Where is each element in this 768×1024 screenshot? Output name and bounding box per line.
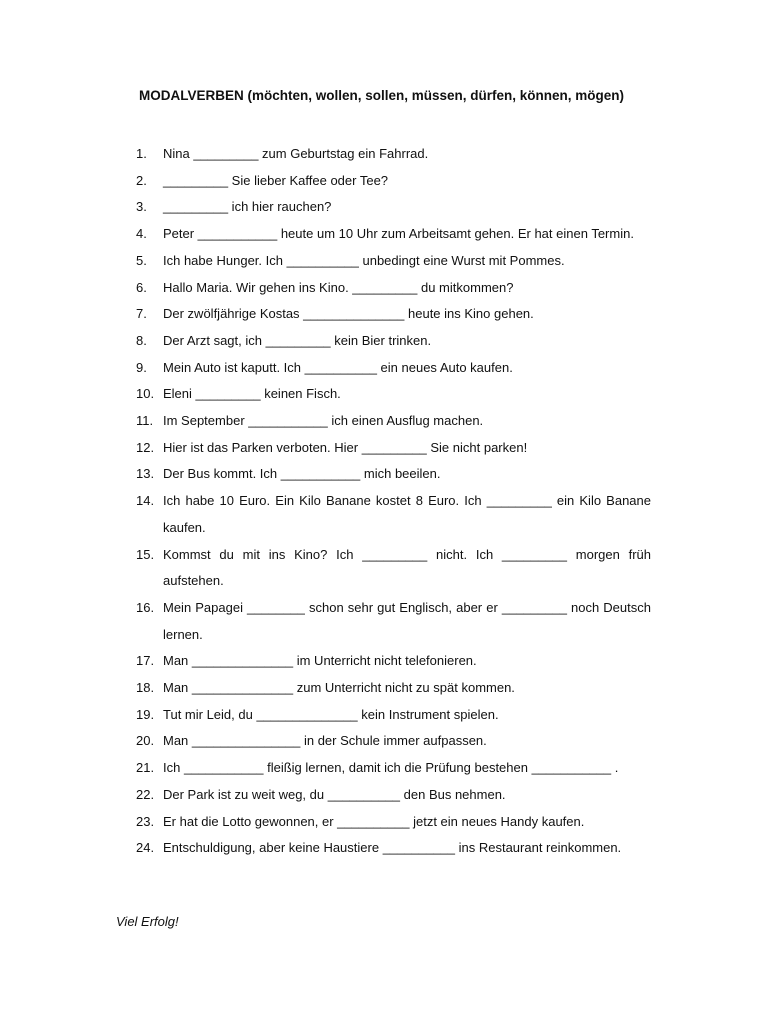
exercise-list <box>136 141 651 862</box>
exercise-item <box>136 301 651 328</box>
item-text: _________ Sie lieber Kaffee oder Tee? <box>163 172 389 188</box>
item-number: 6. <box>136 279 147 295</box>
item-number: 21. <box>136 760 155 776</box>
exercise-item <box>136 141 651 168</box>
item-number: 16. <box>136 599 155 615</box>
item-text: Ich ___________ fleißig lernen, damit ich die Prüfung bestehen ___________ . <box>163 760 619 776</box>
exercise-item <box>136 542 651 595</box>
item-number: 24. <box>136 840 155 856</box>
item-text: Im September ___________ ich einen Ausflug machen. <box>163 413 484 429</box>
item-number: 2. <box>136 172 147 188</box>
item-number: 20. <box>136 733 155 749</box>
exercise-item <box>136 835 651 862</box>
item-number: 17. <box>136 653 155 669</box>
item-text: Hallo Maria. Wir gehen ins Kino. _________ du mitkommen? <box>163 279 514 295</box>
item-text: Er hat die Lotto gewonnen, er __________ jetzt ein neues Handy kaufen. <box>163 813 585 829</box>
exercise-item <box>136 435 651 462</box>
item-text: Entschuldigung, aber keine Haustiere __________ ins Restaurant reinkommen. <box>163 840 622 856</box>
item-text: Nina _________ zum Geburtstag ein Fahrrad. <box>163 146 429 161</box>
exercise-item <box>136 248 651 275</box>
exercise-item <box>136 275 651 302</box>
item-number: 8. <box>136 332 147 348</box>
exercise-item <box>136 488 651 541</box>
exercise-item <box>136 221 651 248</box>
item-number: 22. <box>136 786 155 802</box>
item-number: 5. <box>136 252 147 268</box>
exercise-item <box>136 168 651 195</box>
item-text: Man ______________ im Unterricht nicht telefonieren. <box>163 653 477 669</box>
item-number: 12. <box>136 439 155 455</box>
exercise-item <box>136 728 651 755</box>
exercise-item <box>136 408 651 435</box>
exercise-item <box>136 702 651 729</box>
exercise-item <box>136 809 651 836</box>
exercise-item <box>136 381 651 408</box>
exercise-item <box>136 648 651 675</box>
exercise-item <box>136 328 651 355</box>
item-number: 3. <box>136 199 147 215</box>
item-text: Ich habe 10 Euro. Ein Kilo Banane kostet 8 Euro. Ich _________ ein Kilo Banane kaufen. <box>163 493 651 535</box>
worksheet-title: MODALVERBEN (möchten, wollen, sollen, müssen, dürfen, können, mögen) <box>139 88 625 103</box>
item-number: 18. <box>136 680 155 696</box>
item-text: Man ______________ zum Unterricht nicht zu spät kommen. <box>163 680 515 696</box>
item-text: Der zwölfjährige Kostas ______________ heute ins Kino gehen. <box>163 306 534 322</box>
exercise-item <box>136 675 651 702</box>
item-text: _________ ich hier rauchen? <box>163 199 332 215</box>
item-text: Kommst du mit ins Kino? Ich _________ nicht. Ich _________ morgen früh aufstehen. <box>163 546 651 589</box>
item-text: Mein Auto ist kaputt. Ich __________ ein neues Auto kaufen. <box>163 359 513 375</box>
item-number: 23. <box>136 813 155 829</box>
item-text: Peter ___________ heute um 10 Uhr zum Arbeitsamt gehen. Er hat einen Termin. <box>163 226 634 242</box>
exercise-item <box>136 461 651 488</box>
exercise-item <box>136 194 651 221</box>
exercise-item <box>136 755 651 782</box>
item-text: Man _______________ in der Schule immer aufpassen. <box>163 733 487 749</box>
item-number: 13. <box>136 466 155 482</box>
exercise-item <box>136 355 651 382</box>
item-number: 11. <box>136 413 154 429</box>
item-text: Ich habe Hunger. Ich __________ unbedingt eine Wurst mit Pommes. <box>163 252 565 268</box>
item-number: 7. <box>136 306 147 322</box>
item-text: Tut mir Leid, du ______________ kein Instrument spielen. <box>163 706 499 722</box>
item-number: 15. <box>136 546 155 562</box>
item-text: Mein Papagei ________ schon sehr gut Englisch, aber er _________ noch Deutsch lernen. <box>163 599 651 642</box>
item-text: Eleni _________ keinen Fisch. <box>163 386 341 402</box>
item-number: 4. <box>136 226 147 242</box>
item-number: 1. <box>136 146 147 161</box>
item-text: Der Park ist zu weit weg, du __________ den Bus nehmen. <box>163 786 506 802</box>
item-number: 19. <box>136 706 155 722</box>
item-number: 9. <box>136 359 147 375</box>
item-text: Der Bus kommt. Ich ___________ mich beeilen. <box>163 466 441 482</box>
closing-remark: Viel Erfolg! <box>116 914 179 929</box>
item-number: 14. <box>136 493 155 509</box>
item-text: Hier ist das Parken verboten. Hier _________ Sie nicht parken! <box>163 439 528 455</box>
item-text: Der Arzt sagt, ich _________ kein Bier trinken. <box>163 332 432 348</box>
item-number: 10. <box>136 386 155 402</box>
exercise-item <box>136 782 651 809</box>
exercise-item <box>136 595 651 648</box>
